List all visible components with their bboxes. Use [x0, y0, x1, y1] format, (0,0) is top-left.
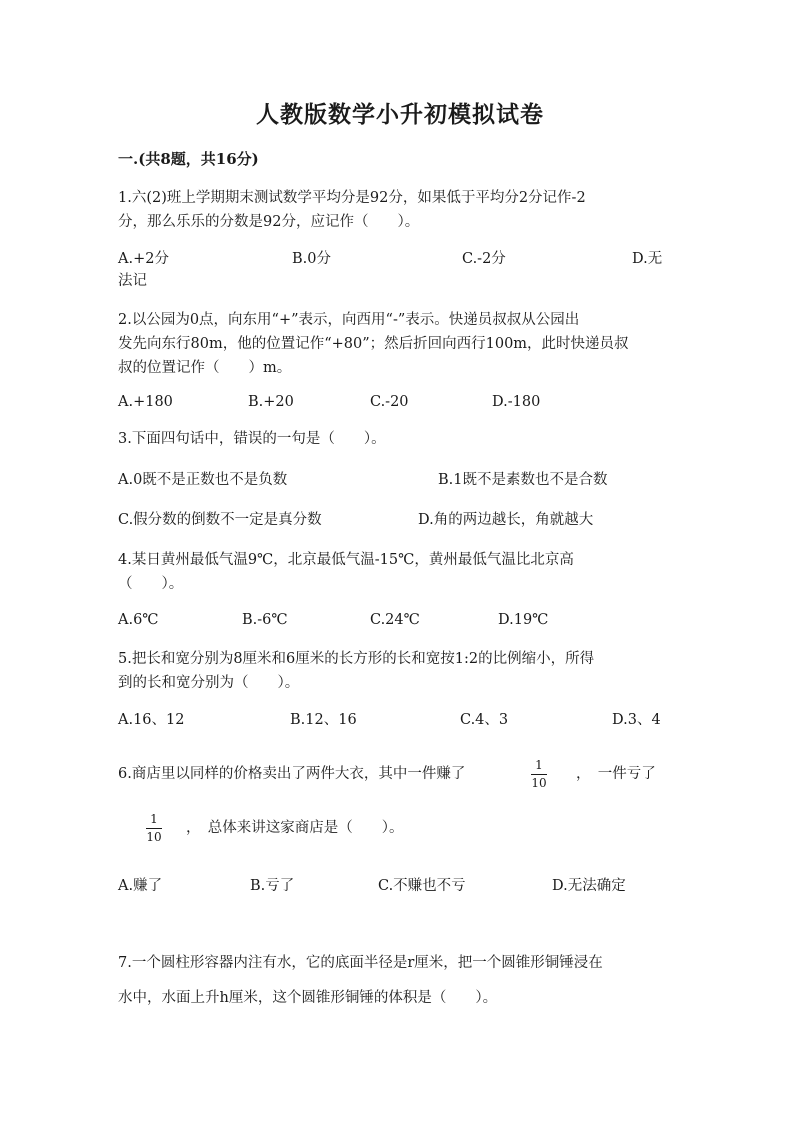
fraction-numerator: 1	[535, 758, 543, 772]
question-text: 2.以公园为0点，向东用“+”表示，向西用“-”表示。快递员叔叔从公园出	[118, 312, 580, 328]
option-a: A.6℃	[118, 612, 159, 628]
question-text: （ ）。	[118, 576, 184, 592]
option-d: D.19℃	[498, 612, 549, 628]
question-text: 4.某日黄州最低气温9℃，北京最低气温-15℃，黄州最低气温比北京高	[118, 552, 574, 568]
fraction-one-tenth	[146, 812, 162, 845]
option-b: B.亏了	[250, 878, 295, 894]
option-c: C.-2分	[462, 251, 506, 267]
question-text: 发先向东行80m，他的位置记作“+80”；然后折回向西行100m，此时快递员叔	[118, 336, 629, 352]
fraction-bar	[146, 828, 162, 829]
option-b: B.1既不是素数也不是合数	[438, 472, 608, 488]
fraction-one-tenth	[531, 758, 547, 791]
question-text: ， 一件亏了	[576, 766, 656, 782]
option-d: D.无	[632, 251, 663, 267]
option-d: D.无法确定	[552, 878, 626, 894]
question-text: 1.六(2)班上学期期末测试数学平均分是92分，如果低于平均分2分记作-2	[118, 190, 586, 206]
option-b: B.+20	[248, 394, 294, 410]
question-text: 6.商店里以同样的价格卖出了两件大衣，其中一件赚了	[118, 766, 466, 782]
option-a: A.16、12	[118, 712, 185, 728]
option-b: B.0分	[292, 251, 331, 267]
option-c: C.假分数的倒数不一定是真分数	[118, 512, 322, 528]
question-text: 到的长和宽分别为（ ）。	[118, 675, 300, 691]
question-text: 5.把长和宽分别为8厘米和6厘米的长方形的长和宽按1:2的比例缩小，所得	[118, 651, 595, 667]
option-b: B.12、16	[290, 712, 357, 728]
option-a: A.+2分	[118, 251, 169, 267]
option-b: B.-6℃	[242, 612, 288, 628]
option-d: D.角的两边越长，角就越大	[418, 512, 594, 528]
fraction-numerator: 1	[150, 812, 158, 826]
question-text: ， 总体来讲这家商店是（ ）。	[186, 820, 404, 836]
question-text: 分，那么乐乐的分数是92分，应记作（ ）。	[118, 214, 420, 230]
option-a: A.+180	[118, 394, 173, 410]
question-text: 3.下面四句话中，错误的一句是（ ）。	[118, 431, 386, 447]
option-c: C.不赚也不亏	[378, 878, 466, 894]
question-text: 水中，水面上升h厘米，这个圆锥形铜锤的体积是（ ）。	[118, 990, 498, 1006]
fraction-bar	[531, 774, 547, 775]
option-c: C.4、3	[460, 712, 509, 728]
fraction-denominator: 10	[531, 776, 547, 790]
option-a: A.0既不是正数也不是负数	[118, 472, 288, 488]
option-d: D.3、4	[612, 712, 661, 728]
option-d: D.-180	[492, 394, 541, 410]
option-c: C.24℃	[370, 612, 420, 628]
option-c: C.-20	[370, 394, 409, 410]
question-text: 7.一个圆柱形容器内注有水，它的底面半径是r厘米，把一个圆锥形铜锤浸在	[118, 955, 603, 971]
fraction-denominator: 10	[146, 830, 162, 844]
option-a: A.赚了	[118, 878, 163, 894]
page-title: 人教版数学小升初模拟试卷	[256, 101, 544, 128]
question-text: 叔的位置记作（ ）m。	[118, 360, 292, 376]
option-d-wrap: 法记	[118, 273, 147, 289]
section-heading: 一.(共8题，共16分)	[118, 150, 259, 168]
